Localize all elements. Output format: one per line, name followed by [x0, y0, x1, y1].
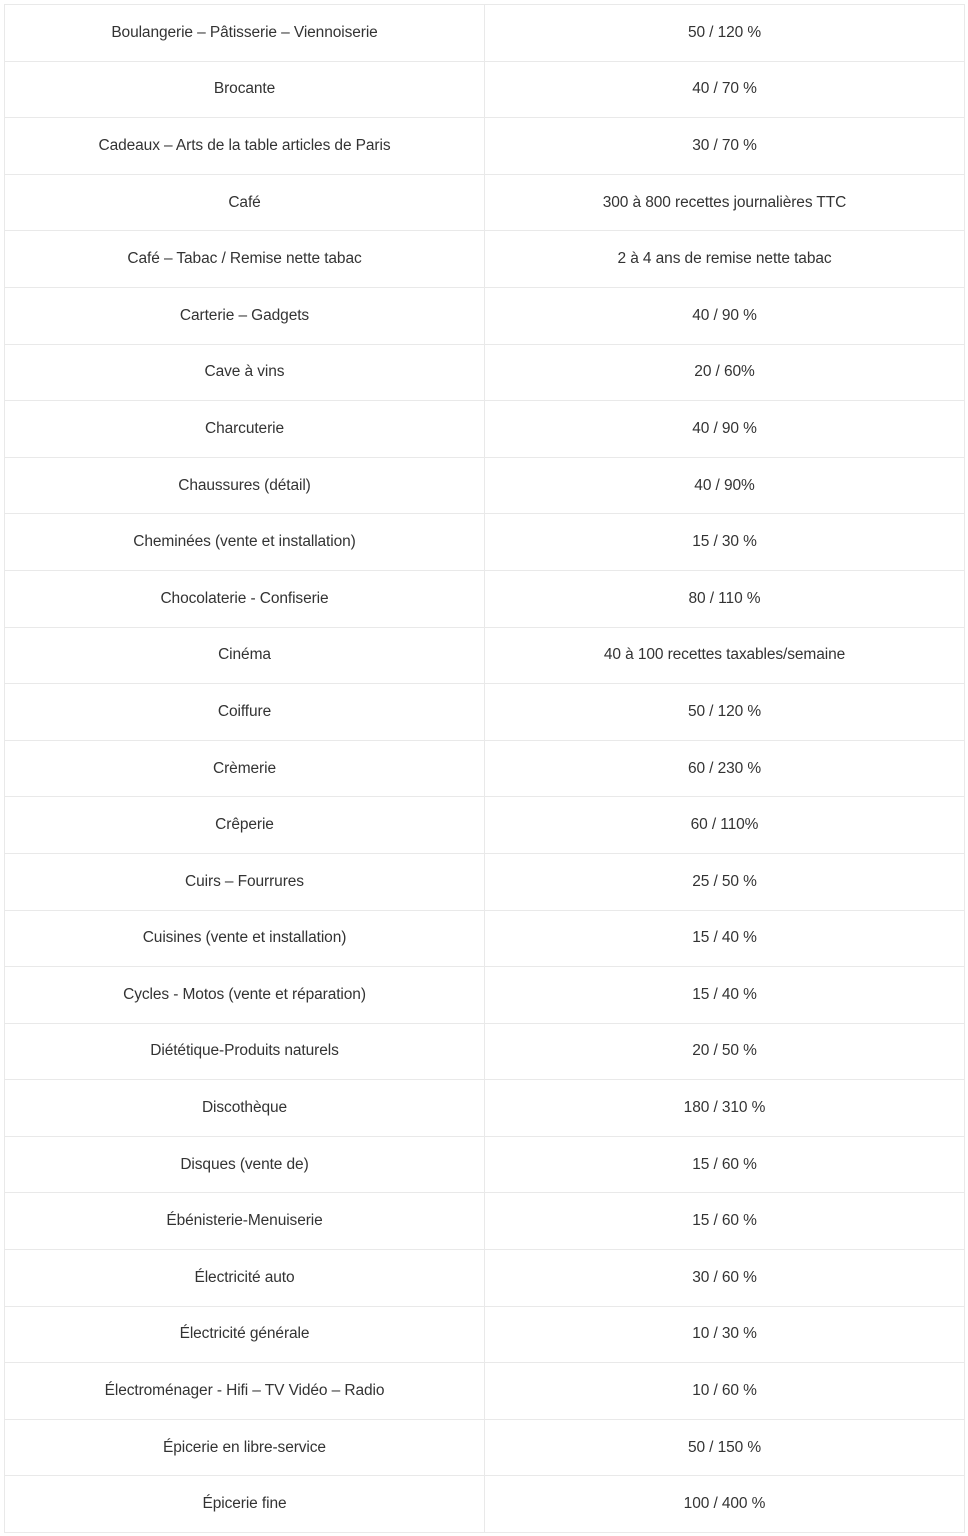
activity-cell: Coiffure	[5, 684, 485, 741]
table-row	[5, 1476, 965, 1533]
table-row	[5, 740, 965, 797]
table-row	[5, 1419, 965, 1476]
table-row	[5, 5, 965, 62]
rate-cell: 50 / 150 %	[485, 1419, 965, 1476]
table-row	[5, 231, 965, 288]
table-row	[5, 627, 965, 684]
activity-cell: Diététique-Produits naturels	[5, 1023, 485, 1080]
table-row	[5, 514, 965, 571]
activity-cell: Brocante	[5, 61, 485, 118]
activity-cell: Boulangerie – Pâtisserie – Viennoiserie	[5, 5, 485, 62]
table-row	[5, 401, 965, 458]
activity-cell: Café	[5, 174, 485, 231]
rate-cell: 30 / 60 %	[485, 1250, 965, 1307]
activity-cell: Cinéma	[5, 627, 485, 684]
activity-cell: Crêperie	[5, 797, 485, 854]
activity-cell: Chocolaterie - Confiserie	[5, 570, 485, 627]
table-row	[5, 1193, 965, 1250]
table-row	[5, 344, 965, 401]
rate-cell: 60 / 110%	[485, 797, 965, 854]
rate-cell: 20 / 60%	[485, 344, 965, 401]
table-row	[5, 174, 965, 231]
activity-cell: Crèmerie	[5, 740, 485, 797]
rate-cell: 40 / 90 %	[485, 287, 965, 344]
table-row	[5, 570, 965, 627]
rate-cell: 180 / 310 %	[485, 1080, 965, 1137]
table-row	[5, 118, 965, 175]
activity-cell: Épicerie fine	[5, 1476, 485, 1533]
table-row	[5, 910, 965, 967]
rate-cell: 300 à 800 recettes journalières TTC	[485, 174, 965, 231]
activity-cell: Disques (vente de)	[5, 1136, 485, 1193]
activity-cell: Cave à vins	[5, 344, 485, 401]
rate-cell: 100 / 400 %	[485, 1476, 965, 1533]
rate-cell: 60 / 230 %	[485, 740, 965, 797]
rate-cell: 2 à 4 ans de remise nette tabac	[485, 231, 965, 288]
table-row	[5, 1080, 965, 1137]
rate-cell: 50 / 120 %	[485, 5, 965, 62]
table-row	[5, 797, 965, 854]
activity-cell: Cuisines (vente et installation)	[5, 910, 485, 967]
rates-table	[4, 4, 965, 1533]
activity-cell: Ébénisterie-Menuiserie	[5, 1193, 485, 1250]
activity-cell: Électricité générale	[5, 1306, 485, 1363]
table-row	[5, 967, 965, 1024]
table-row	[5, 684, 965, 741]
activity-cell: Cycles - Motos (vente et réparation)	[5, 967, 485, 1024]
activity-cell: Carterie – Gadgets	[5, 287, 485, 344]
rate-cell: 40 / 90%	[485, 457, 965, 514]
rate-cell: 10 / 30 %	[485, 1306, 965, 1363]
table-row	[5, 1363, 965, 1420]
rates-table-body	[5, 5, 965, 1533]
rate-cell: 10 / 60 %	[485, 1363, 965, 1420]
rate-cell: 15 / 30 %	[485, 514, 965, 571]
activity-cell: Cuirs – Fourrures	[5, 853, 485, 910]
rate-cell: 40 / 70 %	[485, 61, 965, 118]
table-row	[5, 1023, 965, 1080]
table-row	[5, 1136, 965, 1193]
rate-cell: 25 / 50 %	[485, 853, 965, 910]
rate-cell: 40 à 100 recettes taxables/semaine	[485, 627, 965, 684]
activity-cell: Discothèque	[5, 1080, 485, 1137]
activity-cell: Café – Tabac / Remise nette tabac	[5, 231, 485, 288]
rate-cell: 80 / 110 %	[485, 570, 965, 627]
activity-cell: Cheminées (vente et installation)	[5, 514, 485, 571]
rate-cell: 15 / 40 %	[485, 910, 965, 967]
rate-cell: 15 / 40 %	[485, 967, 965, 1024]
rate-cell: 30 / 70 %	[485, 118, 965, 175]
rate-cell: 50 / 120 %	[485, 684, 965, 741]
activity-cell: Électricité auto	[5, 1250, 485, 1307]
table-row	[5, 853, 965, 910]
activity-cell: Chaussures (détail)	[5, 457, 485, 514]
rates-table-container	[4, 4, 964, 1533]
table-row	[5, 1306, 965, 1363]
table-row	[5, 287, 965, 344]
rate-cell: 20 / 50 %	[485, 1023, 965, 1080]
table-row	[5, 61, 965, 118]
rate-cell: 40 / 90 %	[485, 401, 965, 458]
activity-cell: Électroménager - Hifi – TV Vidéo – Radio	[5, 1363, 485, 1420]
rate-cell: 15 / 60 %	[485, 1193, 965, 1250]
table-row	[5, 1250, 965, 1307]
table-row	[5, 457, 965, 514]
rate-cell: 15 / 60 %	[485, 1136, 965, 1193]
activity-cell: Cadeaux – Arts de la table articles de Paris	[5, 118, 485, 175]
activity-cell: Charcuterie	[5, 401, 485, 458]
activity-cell: Épicerie en libre-service	[5, 1419, 485, 1476]
